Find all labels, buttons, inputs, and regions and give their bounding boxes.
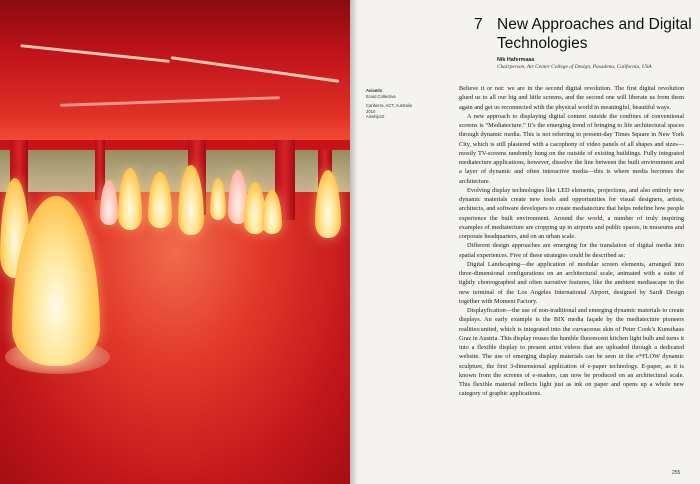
author-role: Chairperson, Art Center College of Design, Pasadena, California, USA <box>497 64 652 70</box>
caption-title: Aviantis <box>366 88 383 93</box>
caption-line: Ecoid Collective <box>366 93 396 99</box>
body-paragraph: Believe it or not: we are in the second digital revolution. The first digital revolution glued us to all our big and little screens, and the second one will liberate us from them again and get us reconnected with the physical world in meaningful, beautiful ways. <box>459 85 684 111</box>
chapter-title: New Approaches and Digital Technologies <box>497 16 692 52</box>
body-paragraph: Digital Landscaping—the application of modular screen elements, arranged into three-dimensional configurations on an architectural scale, animated with a suite of tightly choreographed and often narrative features, like the ambient mediascape in the new terminal of the Los Angeles International Airport, designed by Sardi Design together with Moment Factory. <box>459 260 684 305</box>
caption-line: Canberra, ACT, Australia <box>366 103 412 108</box>
chapter-number: 7 <box>474 16 483 33</box>
body-paragraph: Displayfication—the use of non-traditional and emerging dynamic materials to create displays. An early example is the BIX media façade by the mediatecture pioneers realities:united, which is integrated into the curvaceous skin of Peter Cook’s Kunsthaus Graz in Austria. This display reuses the humble fluorescent kitchen light bulb and turns it into a flexible display to present artist videos that are uploaded through a dedicated website. The use of emerging display materials can be seen in the e*FLOW dynamic sculpture, the first 3-dimensional application of e-paper technology. E-paper, as it is known from the screens of e-readers, can now be produced on an architectural scale. This flexible material reflects light just as ink on paper and opens up a whole new category of graphic applications. <box>459 307 684 398</box>
page-number: 255 <box>672 470 681 476</box>
photo-ceiling <box>0 0 350 140</box>
author-name: Nik Hafermaas <box>497 57 535 63</box>
caption-line: Airwhip10 <box>366 114 385 119</box>
book-gutter <box>350 0 358 484</box>
caption-line: 2010 <box>366 108 376 114</box>
photo-caption <box>366 88 436 120</box>
body-paragraph: Evolving display technologies like LED elements, projections, and also entirely new dynamic materials create new tools and opportunities for visual designers, artists, architects, and software developers to create mediatecture that helps redefine how people experience the built environment. Around the world, a number of truly inspiring examples of mediatecture are cropping up in airports and public spaces, in museums and corporate headquarters, and on an urban scale. <box>459 186 684 240</box>
article-body <box>459 84 684 399</box>
body-paragraph: A new approach to displaying digital content outside the confines of conventional screens is “Mediatecture.” It’s the emerging trend of bringing to life architectural spaces through dynamic media. This is not referring to present-day Times Square in New York City, which is still plastered with a cacophony of video panels of all shapes and sizes—mostly TV-screens randomly hung on the outside of existing buildings. Fully integrated mediatecture applications, however, dissolve the line between the built environment and a layer of dynamic and often interactive media—this is where media becomes the architecture. <box>459 112 684 185</box>
body-paragraph: Different design approaches are emerging for the translation of digital media into spatial experiences. Five of these strategies could be described as: <box>459 242 684 259</box>
photo-window-band <box>0 150 350 195</box>
